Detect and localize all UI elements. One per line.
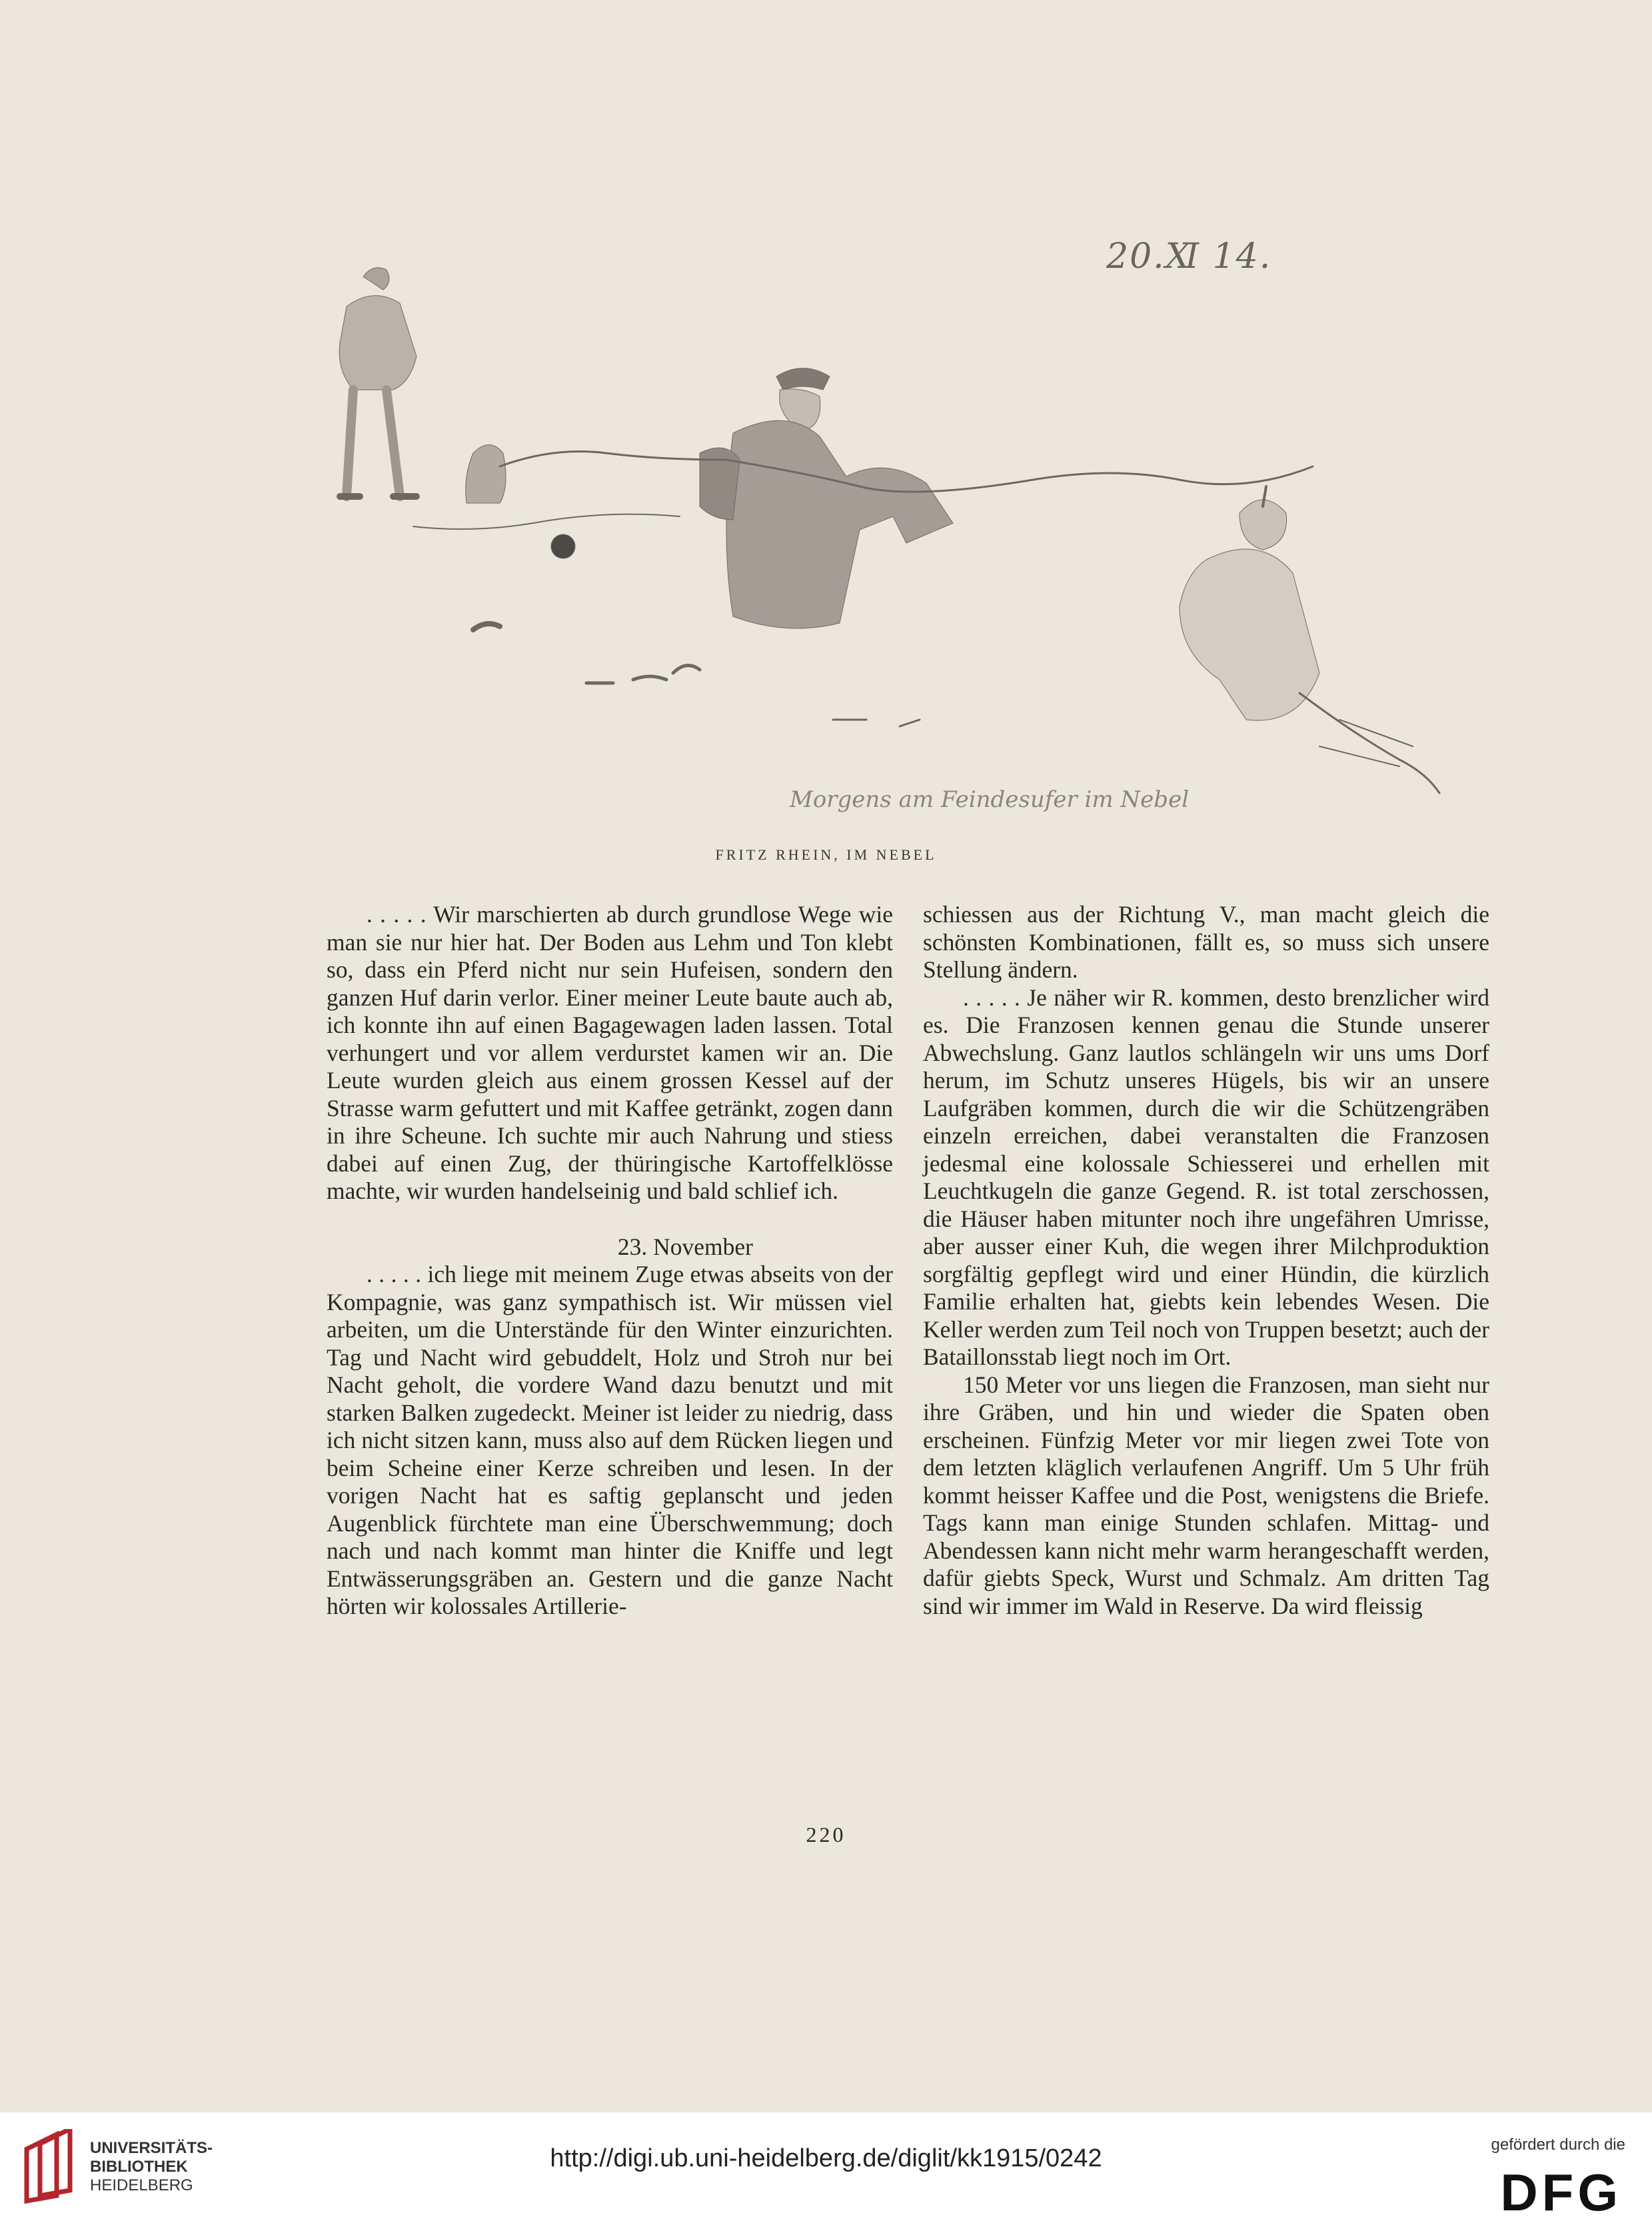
library-name-line: HEIDELBERG [90, 2176, 193, 2194]
library-name-line: BIBLIOTHEK [90, 2158, 188, 2176]
seated-soldier-figure [700, 369, 953, 629]
page-number: 220 [806, 1823, 846, 1847]
handwritten-inscription: Morgens am Feindesufer im Nebel [790, 786, 1190, 813]
pencil-sketch-illustration [300, 213, 1526, 866]
paragraph: 150 Meter vor uns liegen die Franzosen, man sieht nur ihre Gräben, und hin und wieder die Spaten oben erscheinen. Fünfzig Meter vor mir liegen zwei Tote von dem letzten kläglich verlaufenen Angriff. Um 5 Uhr früh kommt heisser Kaffee und die Post, wenigstens die Briefe. Tags kann man einige Stunden schlafen. Mittag- und Abendessen kann nicht mehr warm herangeschafft werden, dafür giebts Speck, Wurst und Schmalz. Am dritten Tag sind wir immer im Wald in Reserve. Da wird fleissig [923, 1371, 1489, 1619]
illustration-caption: FRITZ RHEIN, IM NEBEL [715, 846, 937, 863]
paragraph: schiessen aus der Richtung V., man macht gleich die schönsten Kombinationen, fällt es, so muss sich unsere Stellung ändern. [923, 901, 1489, 983]
dateline: 23. November [617, 1233, 753, 1260]
helmet-on-ground [551, 534, 575, 558]
paragraph: . . . . . Wir marschierten ab durch grundlose Wege wie man sie nur hier hat. Der Boden aus Lehm und Ton klebt so, dass ein Pferd nicht nur sein Hufeisen, sondern den ganzen Huf darin verlor. Einer meiner Leute baute auch ab, ich konnte ihn auf einen Bagagewagen laden lassen. Total verhungert und vor allem verdurstet kamen wir an. Die Leute wurden gleich aus einem grossen Kessel auf der Strasse warm gefuttert und mit Kaffee getränkt, zogen dann in ihre Scheune. Ich suchte mir auch Nahrung und stiess dabei auf einen Zug, der thüringische Kartoffelklösse machte, wir wurden handelseinig und bald schlief ich. [327, 901, 893, 1204]
paragraph: . . . . . Je näher wir R. kommen, desto brenzlicher wird es. Die Franzosen kennen genau die Stunde unserer Abwechslung. Ganz lautlos schlängeln wir uns ums Dorf herum, im Schutz unseres Hügels, bis wir an unsere Laufgräben kommen, durch die wir die Schützengräben einzeln erreichen, dabei veranstalten die Franzosen jedesmal eine kolossale Schiesserei und erhellen mit Leuchtkugeln die ganze Gegend. R. ist total zerschossen, die Häuser haben mitunter noch ihre ungefähren Umrisse, aber ausser einer Kuh, die wegen ihrer Milchproduktion sorgfältig gepflegt wird und einer Hündin, die kürzlich Familie erhalten hat, giebts kein lebendes Wesen. Die Keller werden zum Teil noch von Truppen besetzt; auch der Bataillonsstab liegt noch im Ort. [923, 984, 1489, 1370]
dfg-logo: DFG [1500, 2163, 1622, 2222]
handwritten-date: 20.Ⅺ 14. [1106, 237, 1272, 277]
crouching-figure [466, 445, 506, 504]
paragraph: . . . . . ich liege mit meinem Zuge etwas abseits von der Kompagnie, was ganz sympathisch ist. Wir müssen viel arbeiten, um die Unterstände für den Winter einzurichten. Tag und Nacht wird gebuddelt, Holz und Stroh nur bei Nacht geholt, die vordere Wand dazu benutzt und mit starken Balken zugedeckt. Meiner ist leider zu niedrig, dass ich nicht sitzen kann, muss also auf dem Rücken liegen und beim Scheine einer Kerze schreiben und lesen. In der vorigen Nacht hat es saftig geplanscht und jeden Augenblick fürchtete man eine Überschwemmung; doch nach und nach kommt man hinter die Kniffe und legt Entwässerungsgräben an. Gestern und die ganze Nacht hörten wir kolossales Artillerie- [327, 1261, 893, 1619]
library-name-line: UNIVERSITÄTS- [90, 2139, 213, 2157]
digitization-footer [0, 2112, 1652, 2229]
right-text-column [923, 901, 1489, 1620]
source-url-link[interactable]: http://digi.ub.uni-heidelberg.de/diglit/kk1915/0242 [550, 2144, 1102, 2172]
standing-soldier-figure [339, 268, 416, 496]
funded-by-label: gefördert durch die [1491, 2136, 1625, 2154]
left-text-column [327, 901, 893, 1621]
kneeling-soldier-figure [1180, 486, 1319, 720]
